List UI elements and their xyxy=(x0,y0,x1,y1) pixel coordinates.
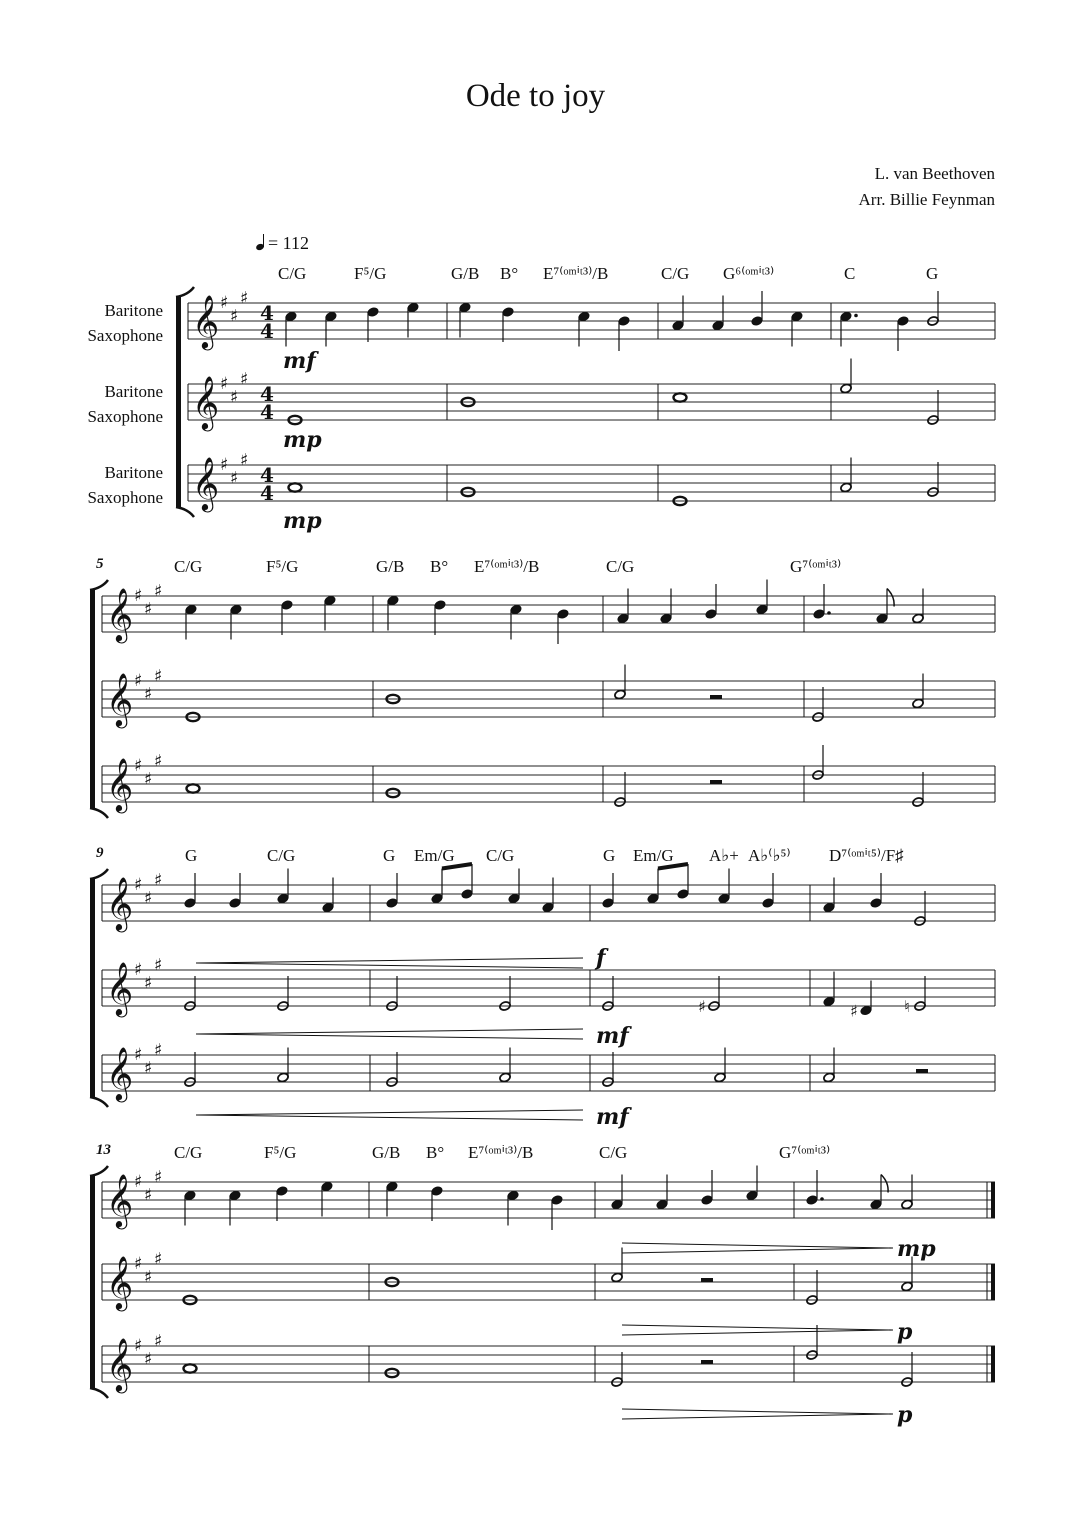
sharp-icon: ♯ xyxy=(230,468,239,489)
time-signature-bottom: 4 xyxy=(260,400,274,424)
chord-symbol: B° xyxy=(430,557,449,576)
instrument-name-line-2: Saxophone xyxy=(87,326,163,345)
quarter-note xyxy=(647,893,659,904)
half-note xyxy=(840,383,852,394)
instrument-name-line-1: Baritone xyxy=(104,301,163,320)
quarter-note xyxy=(386,898,398,909)
quarter-note xyxy=(551,1195,563,1206)
arranger-credit: Arr. Billie Feynman xyxy=(858,190,995,209)
sharp-icon: ♯ xyxy=(154,1249,163,1270)
quarter-note xyxy=(823,996,835,1007)
chord-symbol: G xyxy=(926,264,939,283)
measure-number: 5 xyxy=(96,556,104,572)
half-rest xyxy=(916,1069,928,1073)
quarter-note xyxy=(502,307,514,318)
system-bracket xyxy=(90,879,95,1097)
dynamic-p: p xyxy=(897,1319,913,1345)
time-signature-top: 4 xyxy=(260,382,274,406)
quarter-note xyxy=(617,613,629,624)
quarter-note xyxy=(611,1199,623,1210)
chord-symbol: C/G xyxy=(661,264,690,283)
quarter-note xyxy=(806,1195,818,1206)
quarter-note xyxy=(229,1190,241,1201)
system-bracket xyxy=(90,590,95,808)
half-note xyxy=(499,1072,511,1083)
half-note xyxy=(901,1199,913,1210)
chord-symbol: G xyxy=(383,846,396,865)
score-title: Ode to joy xyxy=(465,78,606,114)
half-note xyxy=(611,1272,623,1283)
sharp-icon: ♯ xyxy=(230,387,239,408)
dynamic-f: f xyxy=(596,945,606,971)
quarter-note xyxy=(507,1190,519,1201)
quarter-note xyxy=(578,311,590,322)
diminuendo-hairpin xyxy=(622,1243,893,1248)
quarter-note xyxy=(367,307,379,318)
quarter-note xyxy=(321,1181,333,1192)
sharp-icon: ♯ xyxy=(220,293,229,313)
quarter-note xyxy=(508,893,520,904)
half-note xyxy=(614,689,626,700)
sharp-icon: ♯ xyxy=(144,1267,153,1288)
sharp-icon: ♯ xyxy=(154,1331,163,1352)
quarter-note xyxy=(718,893,730,904)
half-note xyxy=(912,698,924,709)
instrument-name-line-1: Baritone xyxy=(104,382,163,401)
chord-symbol: G⁷⁽ᵒᵐⁱᵗ³⁾ xyxy=(790,557,842,576)
time-signature-top: 4 xyxy=(260,463,274,487)
instrument-name-line-2: Saxophone xyxy=(87,407,163,426)
quarter-note xyxy=(229,898,241,909)
sharp-icon: ♯ xyxy=(134,671,143,691)
dynamic-mp: mp xyxy=(283,508,322,534)
chord-symbol: C/G xyxy=(174,1143,203,1162)
quarter-note xyxy=(510,604,522,615)
quarter-note xyxy=(840,311,852,322)
quarter-note xyxy=(672,320,684,331)
eighth-note xyxy=(876,613,888,624)
quarter-note xyxy=(184,1190,196,1201)
quarter-note xyxy=(751,316,763,327)
quarter-note xyxy=(325,311,337,322)
quarter-note xyxy=(618,316,630,327)
treble-clef-icon: 𝄞 xyxy=(106,1337,134,1391)
quarter-note xyxy=(386,1181,398,1192)
sharp-icon: ♯ xyxy=(154,666,163,687)
quarter-note xyxy=(230,604,242,615)
chord-symbol: F⁵/G xyxy=(264,1143,297,1162)
time-signature-bottom: 4 xyxy=(260,319,274,343)
sharp-icon: ♯ xyxy=(154,870,163,891)
chord-symbol: A♭+ xyxy=(709,846,739,865)
quarter-note xyxy=(459,302,471,313)
sharp-icon: ♯ xyxy=(144,1185,153,1206)
sharp-icon: ♯ xyxy=(144,1349,153,1370)
treble-clef-icon: 𝄞 xyxy=(106,1173,134,1227)
quarter-note xyxy=(791,311,803,322)
chord-symbol: D⁷⁽ᵒᵐⁱᵗ⁵⁾/F♯ xyxy=(829,846,904,865)
measure-number: 9 xyxy=(96,845,104,861)
chord-symbol: F⁵/G xyxy=(266,557,299,576)
sharp-icon: ♯ xyxy=(144,1058,153,1079)
chord-symbol: A♭⁽♭⁵⁾ xyxy=(748,846,791,865)
quarter-note xyxy=(185,604,197,615)
chord-symbol: Em/G xyxy=(414,846,455,865)
dynamic-mf: mf xyxy=(596,1104,629,1130)
crescendo-hairpin xyxy=(196,963,583,968)
note-flag xyxy=(887,589,894,607)
diminuendo-hairpin xyxy=(622,1325,893,1330)
half-note xyxy=(840,482,852,493)
dot xyxy=(820,1197,824,1201)
dynamic-mp: mp xyxy=(897,1236,936,1262)
diminuendo-hairpin xyxy=(622,1414,893,1419)
sharp-icon: ♯ xyxy=(144,888,153,909)
quarter-note xyxy=(557,609,569,620)
sharp-icon: ♯ xyxy=(154,581,163,602)
half-rest xyxy=(701,1360,713,1364)
chord-symbol: G xyxy=(603,846,616,865)
quarter-note xyxy=(762,898,774,909)
sharp-icon: ♯ xyxy=(134,586,143,606)
tempo-value: = 112 xyxy=(268,233,309,253)
chord-symbol: C/G xyxy=(174,557,203,576)
sharp-icon: ♯ xyxy=(154,955,163,976)
sharp-icon: ♯ xyxy=(154,751,163,772)
treble-clef-icon: 𝄞 xyxy=(106,1046,134,1100)
sharp-icon: ♯ xyxy=(134,1254,143,1274)
time-signature-top: 4 xyxy=(260,301,274,325)
sharp-icon: ♯ xyxy=(240,369,249,390)
measure-number: 13 xyxy=(96,1142,111,1158)
quarter-note xyxy=(860,1005,872,1016)
quarter-note xyxy=(276,1186,288,1197)
half-note xyxy=(823,1072,835,1083)
sharp-icon: ♯ xyxy=(134,960,143,980)
half-note xyxy=(714,1072,726,1083)
treble-clef-icon: 𝄞 xyxy=(192,456,220,510)
chord-symbol: G xyxy=(185,846,198,865)
quarter-note xyxy=(701,1195,713,1206)
quarter-note xyxy=(660,613,672,624)
sharp-icon: ♯ xyxy=(154,1167,163,1188)
sharp-icon: ♯ xyxy=(134,1336,143,1356)
sharp-icon: ♯ xyxy=(154,1040,163,1061)
sharp-icon: ♯ xyxy=(144,769,153,790)
half-rest xyxy=(701,1278,713,1282)
chord-symbol: B° xyxy=(426,1143,445,1162)
quarter-note xyxy=(712,320,724,331)
quarter-note xyxy=(184,898,196,909)
instrument-name-line-1: Baritone xyxy=(104,463,163,482)
treble-clef-icon: 𝄞 xyxy=(106,961,134,1015)
dynamic-p: p xyxy=(897,1402,913,1428)
chord-symbol: C/G xyxy=(606,557,635,576)
treble-clef-icon: 𝄞 xyxy=(106,587,134,641)
time-signature-bottom: 4 xyxy=(260,481,274,505)
chord-symbol: E⁷⁽ᵒᵐⁱᵗ³⁾/B xyxy=(468,1143,534,1162)
sharp-icon: ♯ xyxy=(144,684,153,705)
chord-symbol: G/B xyxy=(372,1143,401,1162)
quarter-note xyxy=(431,893,443,904)
diminuendo-hairpin xyxy=(622,1248,893,1253)
whole-note xyxy=(289,483,302,491)
quarter-note xyxy=(705,609,717,620)
dynamic-mp: mp xyxy=(283,427,322,453)
chord-symbol: G/B xyxy=(376,557,405,576)
quarter-note xyxy=(285,311,297,322)
eighth-note xyxy=(897,316,909,327)
dynamic-mf: mf xyxy=(596,1023,629,1049)
chord-symbol: E⁷⁽ᵒᵐⁱᵗ³⁾/B xyxy=(543,264,609,283)
dynamic-mf: mf xyxy=(283,348,316,374)
dot xyxy=(827,611,831,615)
quarter-note xyxy=(324,595,336,606)
chord-symbol: F⁵/G xyxy=(354,264,387,283)
quarter-note xyxy=(407,302,419,313)
sharp-icon: ♯ xyxy=(240,450,249,471)
chord-symbol: C xyxy=(844,264,856,283)
chord-symbol: B° xyxy=(500,264,519,283)
chord-symbol: E⁷⁽ᵒᵐⁱᵗ³⁾/B xyxy=(474,557,540,576)
sharp-icon: ♯ xyxy=(134,1045,143,1065)
quarter-note xyxy=(542,902,554,913)
sharp-icon: ♯ xyxy=(220,374,229,394)
sharp-icon: ♯ xyxy=(134,1172,143,1192)
quarter-note xyxy=(677,889,689,900)
chord-symbol: G/B xyxy=(451,264,480,283)
quarter-note xyxy=(461,889,473,900)
half-note xyxy=(277,1072,289,1083)
whole-note xyxy=(184,1364,197,1372)
dot xyxy=(854,314,858,318)
quarter-note xyxy=(602,898,614,909)
chord-symbol: C/G xyxy=(278,264,307,283)
treble-clef-icon: 𝄞 xyxy=(106,1255,134,1309)
crescendo-hairpin xyxy=(196,1034,583,1039)
half-note xyxy=(901,1281,913,1292)
sharp-icon: ♯ xyxy=(144,599,153,620)
sharp-icon: ♯ xyxy=(230,306,239,327)
note-flag xyxy=(881,1175,888,1193)
chord-symbol: C/G xyxy=(267,846,296,865)
chord-symbol: Em/G xyxy=(633,846,674,865)
sharp-icon: ♯ xyxy=(144,973,153,994)
sharp-icon: ♯ xyxy=(134,875,143,895)
whole-note xyxy=(187,784,200,792)
treble-clef-icon: 𝄞 xyxy=(106,757,134,811)
quarter-note xyxy=(434,600,446,611)
treble-clef-icon: 𝄞 xyxy=(106,672,134,726)
quarter-note xyxy=(387,595,399,606)
treble-clef-icon: 𝄞 xyxy=(106,876,134,930)
system-bracket xyxy=(176,297,181,507)
eighth-note xyxy=(870,1199,882,1210)
composer-credit: L. van Beethoven xyxy=(874,164,995,183)
quarter-note xyxy=(322,902,334,913)
sharp-icon: ♯ xyxy=(240,288,249,309)
quarter-note xyxy=(431,1186,443,1197)
whole-note xyxy=(674,393,687,401)
crescendo-hairpin xyxy=(196,1115,583,1120)
half-rest xyxy=(710,780,722,784)
chord-symbol: C/G xyxy=(599,1143,628,1162)
accidental-icon: ♯ xyxy=(850,1001,858,1021)
sharp-icon: ♯ xyxy=(220,455,229,475)
accidental-icon: ♮ xyxy=(904,997,910,1016)
treble-clef-icon: 𝄞 xyxy=(192,294,220,348)
quarter-note xyxy=(823,902,835,913)
crescendo-hairpin xyxy=(196,958,583,963)
crescendo-hairpin xyxy=(196,1110,583,1115)
sharp-icon: ♯ xyxy=(134,756,143,776)
half-rest xyxy=(710,695,722,699)
system-bracket xyxy=(90,1176,95,1388)
accidental-icon: ♯ xyxy=(698,997,706,1016)
quarter-note xyxy=(870,898,882,909)
treble-clef-icon: 𝄞 xyxy=(192,375,220,429)
diminuendo-hairpin xyxy=(622,1409,893,1414)
instrument-name-line-2: Saxophone xyxy=(87,488,163,507)
quarter-note xyxy=(746,1190,758,1201)
quarter-note xyxy=(281,600,293,611)
quarter-note xyxy=(756,604,768,615)
quarter-note xyxy=(813,609,825,620)
diminuendo-hairpin xyxy=(622,1330,893,1335)
chord-symbol: C/G xyxy=(486,846,515,865)
crescendo-hairpin xyxy=(196,1029,583,1034)
quarter-note xyxy=(277,893,289,904)
quarter-note xyxy=(656,1199,668,1210)
chord-symbol: G⁶⁽ᵒᵐⁱᵗ³⁾ xyxy=(723,264,775,283)
half-note xyxy=(912,613,924,624)
chord-symbol: G⁷⁽ᵒᵐⁱᵗ³⁾ xyxy=(779,1143,831,1162)
